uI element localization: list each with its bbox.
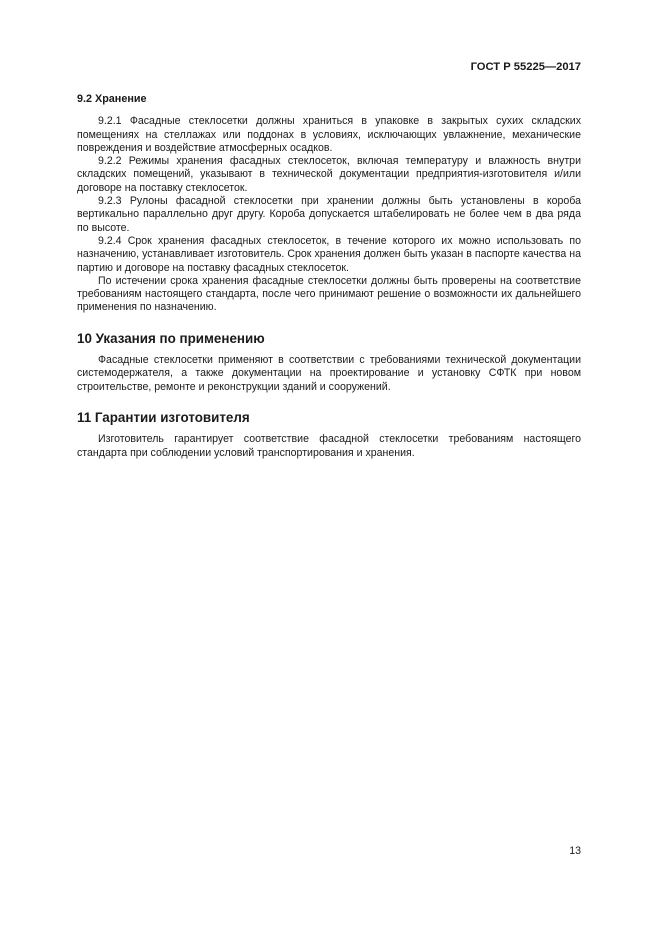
paragraph-9-2-4-continued: По истечении срока хранения фасадные стеклосетки должны быть проверены на соответствие требованиям настоящего стандарта, после чего принимают решение о возможности их дальнейшего применения по назначению. <box>77 274 581 314</box>
section-heading-warranty: 11 Гарантии изготовителя <box>77 409 250 425</box>
paragraph-9-2-2: 9.2.2 Режимы хранения фасадных стеклосеток, включая температуру и влажность внутри складских помещений, указывают в технической документации предприятия-изготовителя и/или договоре на поставку стеклосеток. <box>77 155 581 194</box>
paragraph-9-2-3: 9.2.3 Рулоны фасадной стеклосетки при хранении должны быть установлены в короба вертикально параллельно друг другу. Короба допускается штабелировать не более чем в два ряда по высоте. <box>77 195 581 234</box>
section-heading-application: 10 Указания по применению <box>77 330 265 346</box>
paragraph-9-2-4: 9.2.4 Срок хранения фасадных стеклосеток, в течение которого их можно использовать по назначению, устанавливает изготовитель. Срок хранения должен быть указан в паспорте качества на партию и договоре на поставку фасадных стеклосеток. <box>77 234 581 274</box>
paragraph-section-11: Изготовитель гарантирует соответствие фасадной стеклосетки требованиям настоящего стандарта при соблюдении условий транспортирования и хранения. <box>77 433 581 459</box>
paragraph-section-10: Фасадные стеклосетки применяют в соответствии с требованиями технической документации системодержателя, а также документации на проектирование и установку СФТК при новом строительстве, ремонте и реконструкции зданий и сооружений. <box>77 354 581 393</box>
subsection-heading-storage: 9.2 Хранение <box>77 93 147 105</box>
paragraph-9-2-1: 9.2.1 Фасадные стеклосетки должны храниться в упаковке в закрытых сухих складских помещениях на стеллажах или поддонах в условиях, исключающих увлажнение, механические повреждения и воздействие атмосферных осадков. <box>77 115 581 154</box>
standard-designation: ГОСТ Р 55225—2017 <box>470 61 581 73</box>
page-number: 13 <box>569 845 581 857</box>
document-body <box>77 93 581 460</box>
